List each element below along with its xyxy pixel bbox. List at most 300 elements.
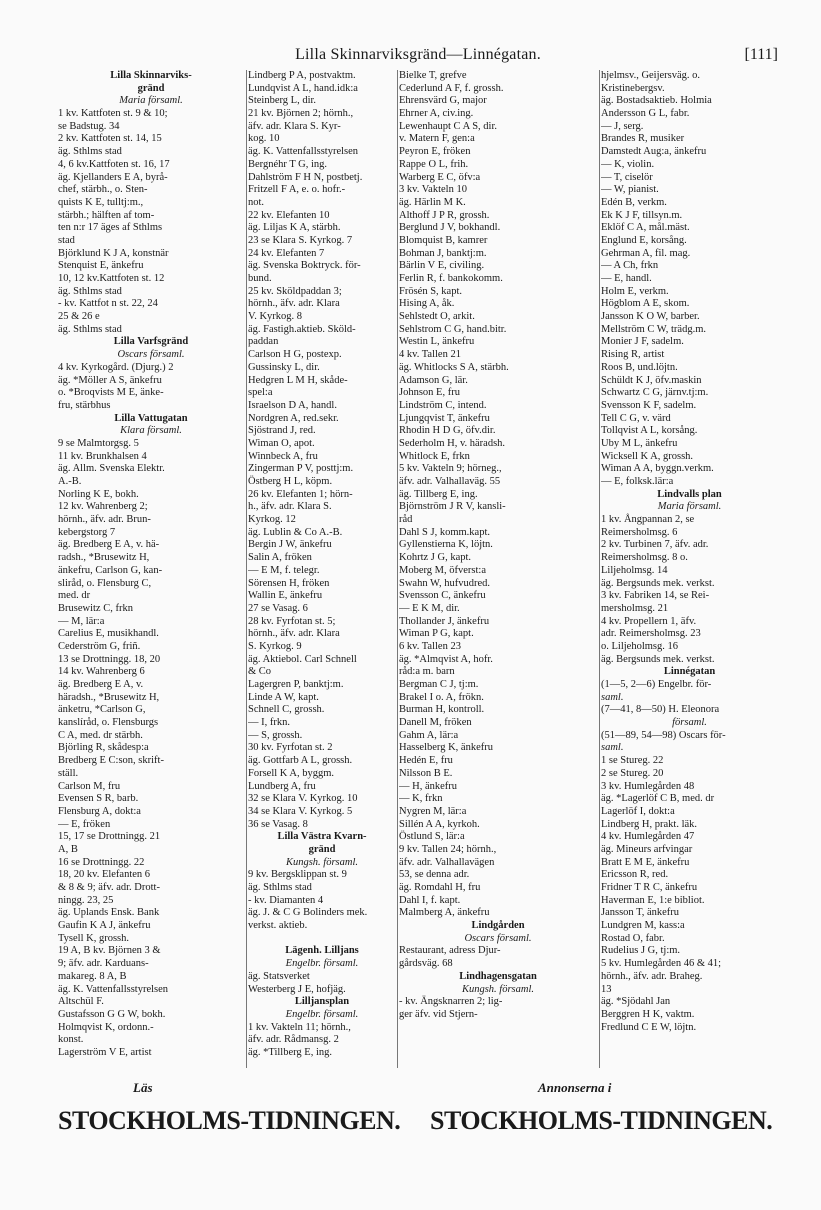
- directory-line: 13: [601, 983, 612, 995]
- directory-line: 12 kv. Wahrenberg 2;: [58, 501, 148, 513]
- directory-line: Linnégatan: [663, 666, 716, 678]
- directory-line: Brusewitz C, frkn: [58, 602, 133, 614]
- directory-line: fru, stärbhus: [58, 399, 111, 411]
- directory-line: Holmqvist K, ordonn.-: [58, 1021, 154, 1033]
- directory-line: Steinberg L, dir.: [248, 95, 317, 107]
- directory-line: Norling K E, bokh.: [58, 488, 139, 500]
- directory-line: Rising R, artist: [601, 349, 665, 361]
- directory-line: saml.: [601, 691, 624, 703]
- directory-line: Brakel I o. A, frökn.: [399, 691, 484, 703]
- directory-line: 2 se Stureg. 20: [601, 767, 664, 779]
- directory-line: 2 kv. Turbinen 7, äfv. adr.: [601, 539, 709, 551]
- directory-line: Fridner T R C, änkefru: [601, 882, 698, 893]
- column-divider: [599, 70, 600, 1068]
- directory-line: Lindberg H, prakt. läk.: [601, 818, 698, 830]
- directory-line: 9 se Malmtorgsg. 5: [58, 437, 139, 449]
- directory-line: adr. Reimersholmsg. 23: [601, 628, 701, 640]
- directory-line: äg. *Möller A S, änkefru: [58, 374, 162, 386]
- directory-line: Bergnéhr T G, ing.: [248, 158, 328, 170]
- directory-line: Johnson E, fru: [399, 387, 460, 399]
- directory-line: 24 kv. Elefanten 7: [248, 247, 325, 259]
- directory-line: 6 kv. Tallen 23: [399, 640, 461, 652]
- directory-line: 4, 6 kv.Kattfoten st. 16, 17: [58, 158, 170, 170]
- directory-line: Lundgren M, kass:a: [601, 920, 685, 932]
- directory-line: med. dr: [58, 590, 91, 602]
- directory-line: stad: [58, 234, 75, 246]
- directory-line: — M, lär:a: [58, 615, 105, 627]
- directory-line: Lundqvist A L, hand.idk:a: [248, 82, 358, 94]
- directory-line: — I, frkn.: [248, 717, 290, 729]
- column-1: [58, 70, 244, 1070]
- directory-line: äfv. adr. Valhallavägen: [399, 856, 495, 868]
- directory-line: o. Liljeholmsg. 16: [601, 640, 678, 652]
- ad-newspaper-name-right: STOCKHOLMS-TIDNINGEN.: [430, 1106, 773, 1135]
- directory-line: Wiman P G, kapt.: [399, 628, 474, 640]
- directory-line: Rudelius J G, tj:m.: [601, 945, 681, 957]
- directory-line: — K, violin.: [601, 158, 655, 170]
- directory-line: Danell M, fröken: [399, 717, 472, 729]
- directory-line: 36 se Vasag. 8: [248, 818, 308, 830]
- directory-line: — H, änkefru: [399, 780, 458, 792]
- directory-line: Sederholm H, v. häradsh.: [399, 437, 506, 449]
- directory-line: (51—89, 54—98) Oscars för-: [601, 729, 726, 741]
- directory-line: äg. Sthlms stad: [248, 882, 312, 893]
- directory-line: Thollander J, änkefru: [399, 615, 490, 627]
- directory-line: konst.: [58, 1034, 84, 1046]
- directory-line: Peyron E, fröken: [399, 146, 471, 158]
- directory-line: Holm E, verkm.: [601, 285, 669, 297]
- directory-line: Gaufin K A J, änkefru: [58, 920, 151, 932]
- directory-line: Schwartz C G, järnv.tj:m.: [601, 387, 709, 399]
- directory-line: 13 se Drottningg. 18, 20: [58, 653, 161, 665]
- column-3: [399, 70, 597, 1070]
- directory-line: äg. Sthlms stad: [58, 323, 122, 335]
- directory-line: Englund E, korsång.: [601, 234, 687, 246]
- directory-line: Björling R, skådesp:a: [58, 742, 149, 754]
- ad-announcements-label: Annonserna i: [538, 1080, 612, 1095]
- directory-line: Schnell C, grossh.: [248, 704, 325, 716]
- directory-line: äg. Sthlms stad: [58, 146, 122, 158]
- directory-line: Kungsh. församl.: [461, 983, 535, 995]
- directory-line: Altschül F.: [58, 996, 104, 1008]
- directory-line: Frösén S, kapt.: [399, 285, 462, 297]
- directory-line: äg. Allm. Svenska Elektr.: [58, 463, 165, 475]
- directory-line: 25 & 26 e: [58, 311, 100, 323]
- directory-line: 23 se Klara S. Kyrkog. 7: [248, 234, 353, 246]
- directory-line: Bergman C J, tj:m.: [399, 679, 479, 690]
- directory-line: Jansson T, änkefru: [601, 907, 680, 919]
- directory-line: Salin A, fröken: [248, 552, 312, 564]
- directory-line: 18, 20 kv. Elefanten 6: [58, 869, 151, 881]
- directory-line: Wallin E, änkefru: [248, 590, 323, 602]
- directory-line: Burman H, kontroll.: [399, 704, 485, 716]
- directory-line: Monier J F, sadelm.: [601, 336, 684, 348]
- directory-line: saml.: [601, 742, 624, 754]
- directory-line: Fritzell F A, e. o. hofr.-: [248, 184, 346, 196]
- directory-line: 22 kv. Elefanten 10: [248, 209, 330, 221]
- directory-line: äg. Bergsunds mek. verkst.: [601, 653, 715, 665]
- ad-read-label: Läs: [133, 1080, 153, 1095]
- directory-line: äg. K. Vattenfallsstyrelsen: [248, 146, 359, 158]
- directory-line: Israelson D A, handl.: [248, 399, 337, 411]
- directory-line: Kristinebergsv.: [601, 82, 665, 94]
- directory-line: Wiman A A, byggn.verkm.: [601, 463, 714, 475]
- directory-line: 15, 17 se Drottningg. 21: [58, 831, 161, 843]
- directory-line: — J, serg.: [601, 120, 644, 132]
- directory-line: Lilla Skinnarviks-: [110, 70, 192, 81]
- directory-line: Svensson C, änkefru: [399, 590, 486, 602]
- directory-line: Tell C G, v. värd: [601, 412, 671, 424]
- directory-line: makareg. 8 A, B: [58, 970, 127, 982]
- directory-line: 9; äfv. adr. Karduans-: [58, 958, 149, 970]
- directory-line: Evensen S R, barb.: [58, 793, 139, 805]
- running-title: Lilla Skinnarviksgränd—Linnégatan.: [295, 46, 541, 63]
- directory-line: hörnh., äfv. adr. Brun-: [58, 514, 151, 526]
- directory-line: Malmberg A, änkefru: [399, 907, 490, 919]
- directory-line: Dahl I, f. kapt.: [399, 894, 461, 906]
- directory-line: Forsell K A, byggm.: [248, 767, 335, 779]
- ad-newspaper-name-left: STOCKHOLMS-TIDNINGEN.: [58, 1106, 401, 1135]
- directory-line: Gahm A, lär:a: [399, 729, 459, 741]
- directory-line: äg. Fastigh.aktieb. Sköld-: [248, 323, 356, 335]
- directory-line: Hedgren L M H, skåde-: [248, 374, 348, 386]
- directory-line: Nordgren A, red.sekr.: [248, 412, 339, 424]
- directory-line: äg. Lublin & Co A.-B.: [248, 526, 343, 538]
- directory-line: Lindvalls plan: [657, 488, 722, 500]
- directory-line: Lagerlöf I, dokt:a: [601, 805, 675, 817]
- directory-line: Mellström C W, trädg.m.: [601, 323, 706, 335]
- directory-line: Gehrman A, fil. mag.: [601, 247, 691, 259]
- directory-line: hörnh., äfv. adr. Klara: [248, 628, 340, 640]
- directory-line: Nygren M, lär:a: [399, 805, 467, 817]
- column-4: [601, 70, 778, 1070]
- directory-line: Ehrensvärd G, major: [399, 95, 487, 107]
- directory-line: Östlund S, lär:a: [399, 831, 465, 843]
- directory-line: 3 kv. Fabriken 14, se Rei-: [601, 590, 710, 602]
- directory-line: ställ.: [58, 767, 79, 779]
- directory-line: 5 kv. Humlegården 46 & 41;: [601, 958, 722, 970]
- directory-line: änkefru, Carlson G, kan-: [58, 564, 163, 576]
- directory-line: Högblom A E, skom.: [601, 298, 690, 310]
- directory-line: Hising A, åk.: [399, 298, 455, 310]
- directory-line: A.-B.: [58, 476, 82, 487]
- directory-line: Dahlström F H N, postbetj.: [248, 171, 363, 183]
- directory-line: S. Kyrkog. 9: [248, 640, 302, 652]
- directory-line: Bärlin V E, civiling.: [399, 260, 485, 272]
- directory-line: Björnström J R V, kansli-: [399, 501, 506, 513]
- column-divider: [246, 70, 247, 1068]
- directory-line: 4 kv. Kyrkogård. (Djurg.) 2: [58, 361, 174, 373]
- directory-line: äg. *Lagerlöf C B, med. dr: [601, 793, 715, 805]
- directory-line: Gustafsson G G W, bokh.: [58, 1008, 166, 1020]
- directory-line: Whitlock E, frkn: [399, 450, 470, 462]
- directory-line: äg. Statsverket: [248, 970, 310, 982]
- directory-line: Westerberg J E, hofjäg.: [248, 983, 346, 995]
- directory-line: Moberg M, öfverst:a: [399, 564, 486, 576]
- directory-line: Lindström C, intend.: [399, 399, 487, 411]
- directory-line: Flensburg A, dokt:a: [58, 805, 141, 817]
- directory-line: 3 kv. Vakteln 10: [399, 184, 467, 196]
- directory-line: 34 se Klara V. Kyrkog. 5: [248, 805, 353, 817]
- directory-line: Tollqvist A L, korsång.: [601, 425, 698, 437]
- directory-line: Svensson K F, sadelm.: [601, 399, 697, 411]
- directory-line: Bergin J W, änkefru: [248, 539, 332, 551]
- directory-line: & 8 & 9; äfv. adr. Drott-: [58, 882, 160, 893]
- directory-line: — E, fröken: [58, 818, 111, 830]
- directory-line: Carelius E, musikhandl.: [58, 628, 159, 640]
- directory-line: 4 kv. Tallen 21: [399, 349, 461, 361]
- directory-line: Engelbr. församl.: [285, 958, 359, 970]
- advertisement-footer: [58, 1080, 778, 1144]
- directory-line: Lundberg A, fru: [248, 780, 316, 792]
- directory-line: Lagergren P, banktj:m.: [248, 679, 344, 690]
- directory-line: Engelbr. församl.: [285, 1008, 359, 1020]
- directory-line: mersholmsg. 21: [601, 602, 669, 614]
- directory-line: A, B: [58, 843, 78, 855]
- directory-line: äg. *Almqvist A, hofr.: [399, 653, 493, 665]
- directory-line: Östberg H L, köpm.: [248, 476, 333, 487]
- directory-line: 1 kv. Ångpannan 2, se: [601, 514, 695, 526]
- directory-line: — W, pianist.: [601, 184, 659, 196]
- directory-line: ger äfv. vid Stjern-: [399, 1008, 478, 1020]
- directory-line: Stenquist E, änkefru: [58, 260, 144, 272]
- directory-line: 32 se Klara V. Kyrkog. 10: [248, 793, 358, 805]
- directory-line: — E M, f. telegr.: [248, 564, 320, 576]
- directory-line: häradsh., *Brusewitz H,: [58, 691, 160, 703]
- directory-line: 26 kv. Elefanten 1; hörn-: [248, 488, 353, 500]
- directory-line: äg. Sthlms stad: [58, 285, 122, 297]
- directory-line: Jansson K O W, barber.: [601, 311, 700, 323]
- directory-line: äg. Bredberg E A, v. hä-: [58, 539, 160, 551]
- directory-line: Kungsh. församl.: [285, 856, 359, 868]
- directory-line: Rostad O, fabr.: [601, 932, 665, 944]
- directory-line: Brandes R, musiker: [601, 133, 685, 145]
- directory-line: not.: [248, 196, 265, 208]
- directory-line: Edén B, verkm.: [601, 196, 667, 208]
- directory-line: äfv. adr. Valhallaväg. 55: [399, 476, 501, 487]
- directory-line: äg. Härlin M K.: [399, 196, 466, 208]
- directory-line: (1—5, 2—6) Engelbr. för-: [601, 679, 712, 690]
- directory-line: änketru, *Carlson G,: [58, 704, 146, 716]
- directory-line: Ericsson R, red.: [601, 869, 669, 881]
- directory-line: Blomquist B, kamrer: [399, 234, 488, 246]
- directory-line: Carlson M, fru: [58, 780, 121, 792]
- directory-line: Carlson H G, postexp.: [248, 349, 342, 361]
- directory-line: 28 kv. Fyrfotan st. 5;: [248, 615, 336, 627]
- directory-line: ningg. 23, 25: [58, 894, 114, 906]
- directory-line: äg. *Tillberg E, ing.: [248, 1046, 333, 1058]
- directory-line: kebergstorg 7: [58, 526, 116, 538]
- directory-line: äg. K. Vattenfallsstyrelsen: [58, 983, 169, 995]
- directory-line: 11 kv. Brunkhalsen 4: [58, 450, 147, 462]
- directory-line: Althoff J P R, grossh.: [399, 209, 490, 221]
- directory-line: Oscars församl.: [464, 932, 532, 944]
- directory-line: församl.: [672, 717, 707, 729]
- directory-columns: [58, 70, 778, 1070]
- directory-line: gränd: [137, 82, 165, 94]
- directory-line: Gussinsky L, dir.: [248, 361, 320, 373]
- directory-line: — E K M, dir.: [399, 602, 460, 614]
- directory-line: Kohrtz J G, kapt.: [399, 552, 472, 564]
- directory-line: Lägenh. Lilljans: [285, 945, 359, 957]
- column-divider: [397, 70, 398, 1068]
- directory-line: Restaurant, adress Djur-: [399, 945, 501, 957]
- directory-line: Ek K J F, tillsyn.m.: [601, 209, 683, 221]
- directory-line: Sillén A A, kyrkoh.: [399, 818, 480, 830]
- directory-line: 10, 12 kv.Kattfoten st. 12: [58, 273, 165, 284]
- directory-line: Cederström G, friñ.: [58, 640, 141, 652]
- directory-line: 2 kv. Kattfoten st. 14, 15: [58, 133, 162, 145]
- directory-line: Sjöstrand J, red.: [248, 425, 316, 437]
- directory-line: - kv. Kattfot n st. 22, 24: [58, 298, 158, 310]
- directory-line: Lindhagensgatan: [459, 970, 537, 982]
- directory-line: 16 se Drottningg. 22: [58, 856, 145, 868]
- directory-line: hörnh., äfv. adr. Braheg.: [601, 970, 703, 982]
- directory-line: 25 kv. Sköldpaddan 3;: [248, 285, 342, 297]
- directory-line: Nilsson B E.: [399, 767, 453, 779]
- directory-line: Hasselberg K, änkefru: [399, 742, 493, 754]
- directory-line: Lewenhaupt C A S, dir.: [399, 120, 497, 132]
- directory-line: Gyllenstierna K, löjtn.: [399, 539, 493, 551]
- directory-line: sliråd, o. Flensburg C,: [58, 577, 152, 589]
- directory-line: Damstedt Aug:a, änkefru: [601, 146, 707, 158]
- directory-line: radsh., *Brusewitz H,: [58, 552, 150, 564]
- directory-line: Swahn W, hufvudred.: [399, 577, 490, 589]
- directory-line: - kv. Diamanten 4: [248, 894, 324, 906]
- directory-line: ten n:r 17 äges af Sthlms: [58, 222, 163, 234]
- directory-line: äg. Bergsunds mek. verkst.: [601, 577, 715, 589]
- directory-line: Rhodin H D G, öfv.dir.: [399, 425, 496, 437]
- page-number: [111]: [744, 46, 778, 63]
- directory-line: äfv. adr. Klara S. Kyr-: [248, 120, 341, 132]
- directory-line: Andersson G L, fabr.: [601, 108, 690, 120]
- directory-line: Reimersholmsg. 6: [601, 526, 678, 538]
- directory-line: Lilla Västra Kvarn-: [277, 831, 367, 843]
- directory-line: Lindberg P A, postvaktm.: [248, 70, 356, 81]
- directory-line: 27 se Vasag. 6: [248, 602, 308, 614]
- directory-line: äg. J. & C G Bolinders mek.: [248, 907, 368, 919]
- directory-line: äg. Bredberg E A, v.: [58, 679, 144, 690]
- directory-line: chef, stärbh., o. Sten-: [58, 184, 148, 196]
- directory-line: Wicksell K A, grossh.: [601, 450, 694, 462]
- directory-line: gårdsväg. 68: [399, 958, 453, 970]
- directory-line: äg. Bostadsaktieb. Holmia: [601, 95, 712, 107]
- directory-line: 19 A, B kv. Björnen 3 &: [58, 945, 161, 957]
- directory-line: Roos B, und.löjtn.: [601, 361, 678, 373]
- directory-line: Adamson G, lär.: [399, 374, 468, 386]
- directory-line: Lindgården: [471, 920, 525, 932]
- directory-line: - kv. Ängsknarren 2; lig-: [399, 996, 503, 1008]
- directory-line: Lilljansplan: [294, 996, 350, 1008]
- directory-line: Uby M L, änkefru: [601, 437, 678, 449]
- directory-line: äfv. adr. Rådmansg. 2: [248, 1034, 339, 1046]
- directory-line: äg. Liljas K A, stärbh.: [248, 222, 341, 234]
- directory-line: 14 kv. Wahrenberg 6: [58, 666, 145, 678]
- directory-line: Oscars församl.: [117, 349, 185, 361]
- directory-line: — E, handl.: [601, 273, 652, 284]
- directory-line: äg. Whitlocks S A, stärbh.: [399, 361, 509, 373]
- directory-line: — T, ciselör: [601, 171, 653, 183]
- directory-line: kanslíråd, o. Flensburgs: [58, 717, 159, 729]
- directory-line: Winnbeck A, fru: [248, 450, 318, 462]
- directory-line: 9 kv. Tallen 24; hörnh.,: [399, 843, 497, 855]
- directory-line: Berglund J V, bokhandl.: [399, 222, 501, 234]
- directory-line: Maria församl.: [657, 501, 722, 513]
- directory-line: Dahl S J, komm.kapt.: [399, 526, 490, 538]
- directory-line: kog. 10: [248, 133, 280, 145]
- directory-line: 1 kv. Vakteln 11; hörnh.,: [248, 1021, 351, 1033]
- directory-line: Tysell K, grossh.: [58, 932, 130, 944]
- directory-line: 30 kv. Fyrfotan st. 2: [248, 742, 333, 754]
- directory-line: spel:a: [248, 387, 273, 399]
- directory-line: Berggren H K, vaktm.: [601, 1008, 695, 1020]
- directory-line: Lilla Varfsgränd: [113, 336, 189, 348]
- directory-line: o. *Broqvists M E, änke-: [58, 387, 164, 399]
- directory-line: Bratt E M E, änkefru: [601, 856, 690, 868]
- directory-line: äg. Uplands Ensk. Bank: [58, 907, 160, 919]
- directory-line: verkst. aktieb.: [248, 920, 308, 932]
- directory-line: äg. Gottfarb A L, grossh.: [248, 755, 353, 767]
- directory-line: Lilla Vattugatan: [114, 412, 188, 424]
- directory-line: äg. Romdahl H, fru: [399, 882, 481, 893]
- directory-line: Liljeholmsg. 14: [601, 564, 668, 576]
- directory-line: 3 kv. Humlegården 48: [601, 780, 695, 792]
- column-2: [248, 70, 396, 1070]
- directory-line: quists K E, tulltj:m.,: [58, 196, 144, 208]
- directory-line: 53, se denna adr.: [399, 869, 470, 881]
- directory-line: stärbh.; hälften af tom-: [58, 209, 155, 221]
- directory-line: Sörensen H, fröken: [248, 577, 330, 589]
- directory-line: se Badstug. 34: [58, 120, 120, 132]
- directory-line: Klara församl.: [120, 425, 182, 437]
- directory-line: Bredberg E C:son, skrift-: [58, 755, 164, 767]
- directory-line: Linde A W, kapt.: [248, 691, 319, 703]
- directory-line: Cederlund A F, f. grossh.: [399, 82, 504, 94]
- directory-line: Ljungqvist T, änkefru: [399, 412, 490, 424]
- directory-line: Warberg E C, öfv:a: [399, 171, 481, 183]
- directory-line: — S, grossh.: [248, 729, 303, 741]
- directory-line: Fredlund C E W, löjtn.: [601, 1021, 697, 1033]
- directory-line: råd: [399, 514, 413, 526]
- directory-line: C A, med. dr stärbh.: [58, 729, 143, 741]
- directory-line: — E, folksk.lär:a: [601, 476, 674, 487]
- directory-line: Sehlstedt O, arkit.: [399, 311, 475, 323]
- directory-line: Reimersholmsg. 8 o.: [601, 552, 688, 564]
- directory-line: Sehlstrom C G, hand.bitr.: [399, 323, 507, 335]
- directory-line: hörnh., äfv. adr. Klara: [248, 298, 340, 310]
- directory-line: Lagerström V E, artist: [58, 1046, 152, 1058]
- directory-line: V. Kyrkog. 8: [248, 311, 303, 323]
- directory-line: Zingerman P V, posttj:m.: [248, 463, 354, 475]
- directory-line: Hedén E, fru: [399, 755, 453, 767]
- directory-line: äg. Tillberg E, ing.: [399, 488, 478, 500]
- directory-line: — K, frkn: [399, 793, 443, 805]
- directory-line: Maria församl.: [119, 95, 183, 107]
- directory-line: råd:a m. barn: [399, 666, 455, 678]
- directory-line: bund.: [248, 273, 272, 284]
- directory-line: 5 kv. Vakteln 9; hörneg.,: [399, 463, 502, 475]
- directory-line: Haverman E, 1:e bibliot.: [601, 894, 705, 906]
- directory-line: Rappe O L, frih.: [399, 158, 469, 170]
- page-header: [58, 46, 778, 66]
- directory-line: 1 se Stureg. 22: [601, 755, 664, 767]
- directory-line: hjelmsv., Geijersväg. o.: [601, 70, 701, 81]
- directory-line: Westin L, änkefru: [399, 336, 475, 348]
- directory-line: 9 kv. Bergsklippan st. 9: [248, 869, 347, 881]
- directory-line: h., äfv. adr. Klara S.: [248, 501, 332, 513]
- directory-line: v. Matern F, gen:a: [399, 133, 475, 145]
- directory-line: Kyrkog. 12: [248, 514, 296, 526]
